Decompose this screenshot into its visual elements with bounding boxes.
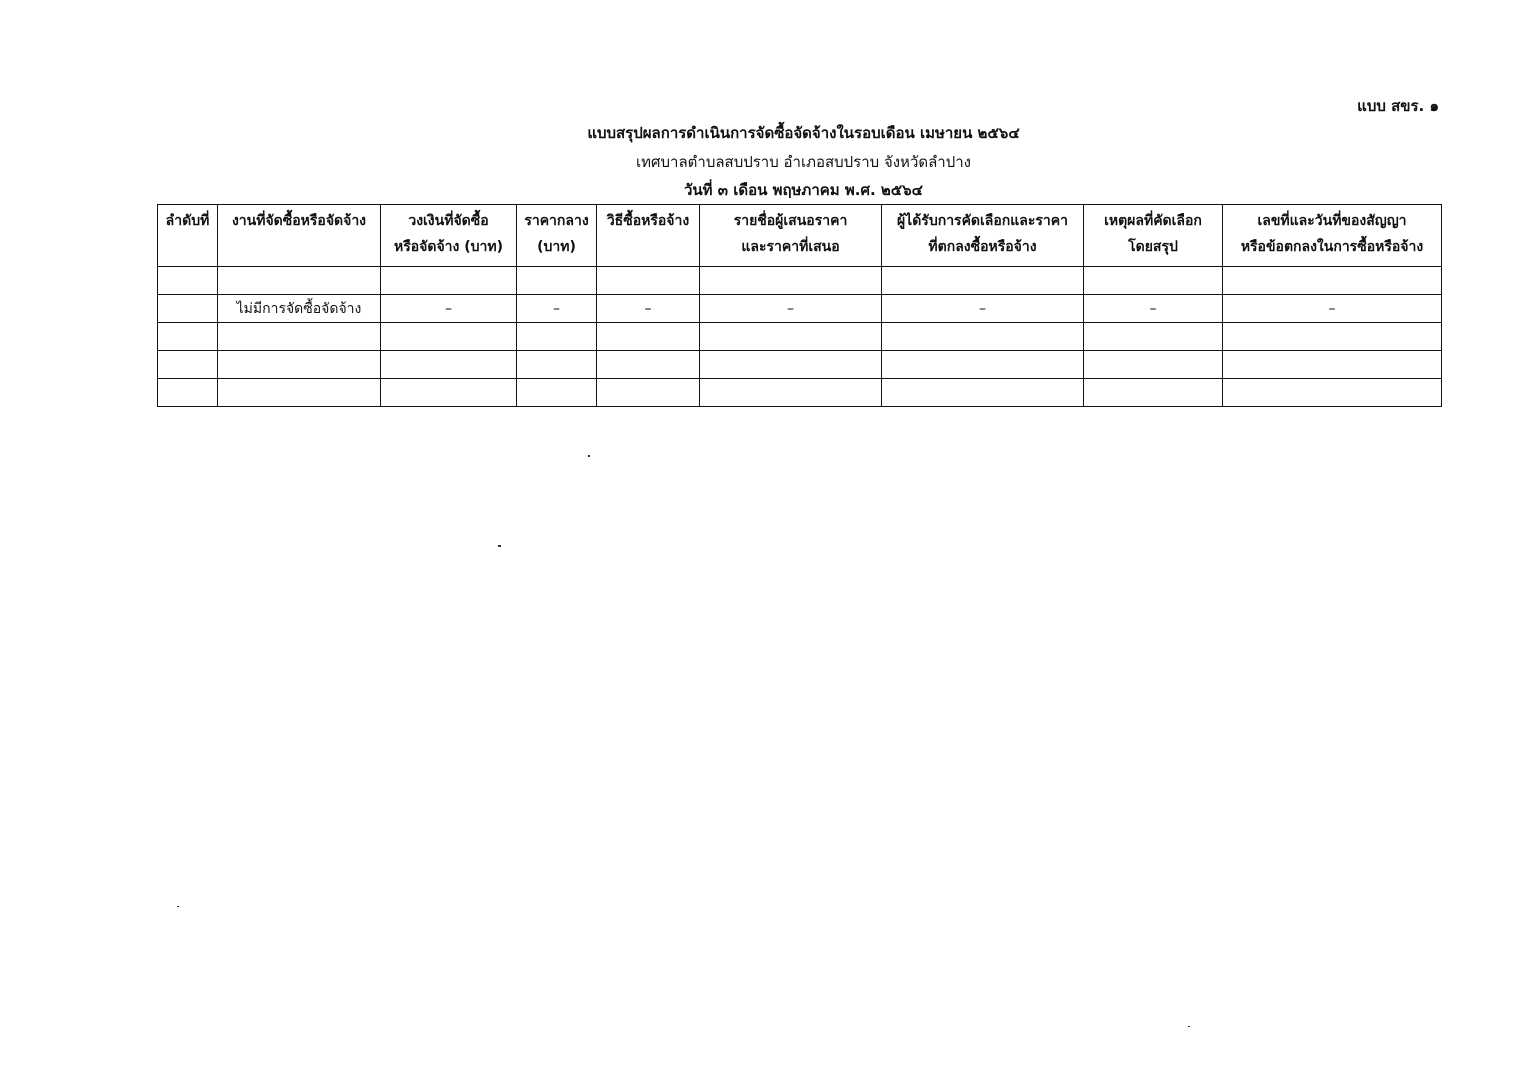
cell-reason: [1084, 351, 1223, 379]
cell-contract: [1223, 379, 1442, 407]
cell-budget: –: [381, 295, 517, 323]
cell-method: [597, 323, 700, 351]
header-order-no: ลำดับที่: [158, 205, 218, 267]
header-bidders: รายชื่อผู้เสนอราคา และราคาที่เสนอ: [700, 205, 882, 267]
form-code: แบบ สขร. ๑: [1357, 97, 1439, 115]
cell-work-item: ไม่มีการจัดซื้อจัดจ้าง: [218, 295, 381, 323]
scan-speck: [588, 455, 590, 457]
cell-method: [597, 267, 700, 295]
header-budget: วงเงินที่จัดซื้อ หรือจัดจ้าง (บาท): [381, 205, 517, 267]
cell-budget: [381, 267, 517, 295]
cell-reason: [1084, 379, 1223, 407]
cell-selected-vendor: [882, 379, 1084, 407]
cell-budget: [381, 323, 517, 351]
cell-bidders: [700, 351, 882, 379]
cell-bidders: [700, 323, 882, 351]
organization-line: เทศบาลตำบลสบปราบ อำเภอสบปราบ จังหวัดลำปาง: [636, 153, 971, 171]
cell-selected-vendor: [882, 351, 1084, 379]
table-row: [158, 267, 1442, 295]
cell-contract: [1223, 351, 1442, 379]
cell-work-item: [218, 379, 381, 407]
procurement-summary-table: [157, 204, 1442, 407]
table-row: [158, 379, 1442, 407]
header-reference-price: ราคากลาง (บาท): [517, 205, 597, 267]
cell-method: –: [597, 295, 700, 323]
header-selected-vendor: ผู้ได้รับการคัดเลือกและราคา ที่ตกลงซื้อหรือจ้าง: [882, 205, 1084, 267]
header-method: วิธีซื้อหรือจ้าง: [597, 205, 700, 267]
cell-contract: [1223, 323, 1442, 351]
cell-work-item: [218, 323, 381, 351]
cell-order-no: [158, 295, 218, 323]
table-header-row: [158, 205, 1442, 267]
table-row: [158, 323, 1442, 351]
cell-order-no: [158, 267, 218, 295]
cell-contract: –: [1223, 295, 1442, 323]
cell-selected-vendor: [882, 267, 1084, 295]
header-work-item: งานที่จัดซื้อหรือจัดจ้าง: [218, 205, 381, 267]
scan-speck: [177, 906, 179, 907]
cell-work-item: [218, 267, 381, 295]
cell-method: [597, 379, 700, 407]
cell-reference-price: –: [517, 295, 597, 323]
header-reason: เหตุผลที่คัดเลือก โดยสรุป: [1084, 205, 1223, 267]
cell-reference-price: [517, 323, 597, 351]
table-row: [158, 351, 1442, 379]
cell-reference-price: [517, 267, 597, 295]
cell-reference-price: [517, 351, 597, 379]
date-line: วันที่ ๓ เดือน พฤษภาคม พ.ศ. ๒๕๖๔: [683, 181, 924, 199]
cell-order-no: [158, 323, 218, 351]
cell-bidders: [700, 267, 882, 295]
header-contract: เลขที่และวันที่ของสัญญา หรือข้อตกลงในการซื้อหรือจ้าง: [1223, 205, 1442, 267]
cell-reason: –: [1084, 295, 1223, 323]
cell-order-no: [158, 379, 218, 407]
cell-bidders: –: [700, 295, 882, 323]
cell-reason: [1084, 323, 1223, 351]
cell-method: [597, 351, 700, 379]
document-title: แบบสรุปผลการดำเนินการจัดซื้อจัดจ้างในรอบเดือน เมษายน ๒๕๖๔: [587, 124, 1020, 142]
cell-reason: [1084, 267, 1223, 295]
cell-bidders: [700, 379, 882, 407]
cell-reference-price: [517, 379, 597, 407]
cell-work-item: [218, 351, 381, 379]
scan-speck: [498, 545, 501, 547]
cell-budget: [381, 379, 517, 407]
scan-speck: [1188, 1026, 1190, 1027]
table-row: [158, 295, 1442, 323]
cell-order-no: [158, 351, 218, 379]
cell-selected-vendor: [882, 323, 1084, 351]
cell-contract: [1223, 267, 1442, 295]
cell-budget: [381, 351, 517, 379]
cell-selected-vendor: –: [882, 295, 1084, 323]
